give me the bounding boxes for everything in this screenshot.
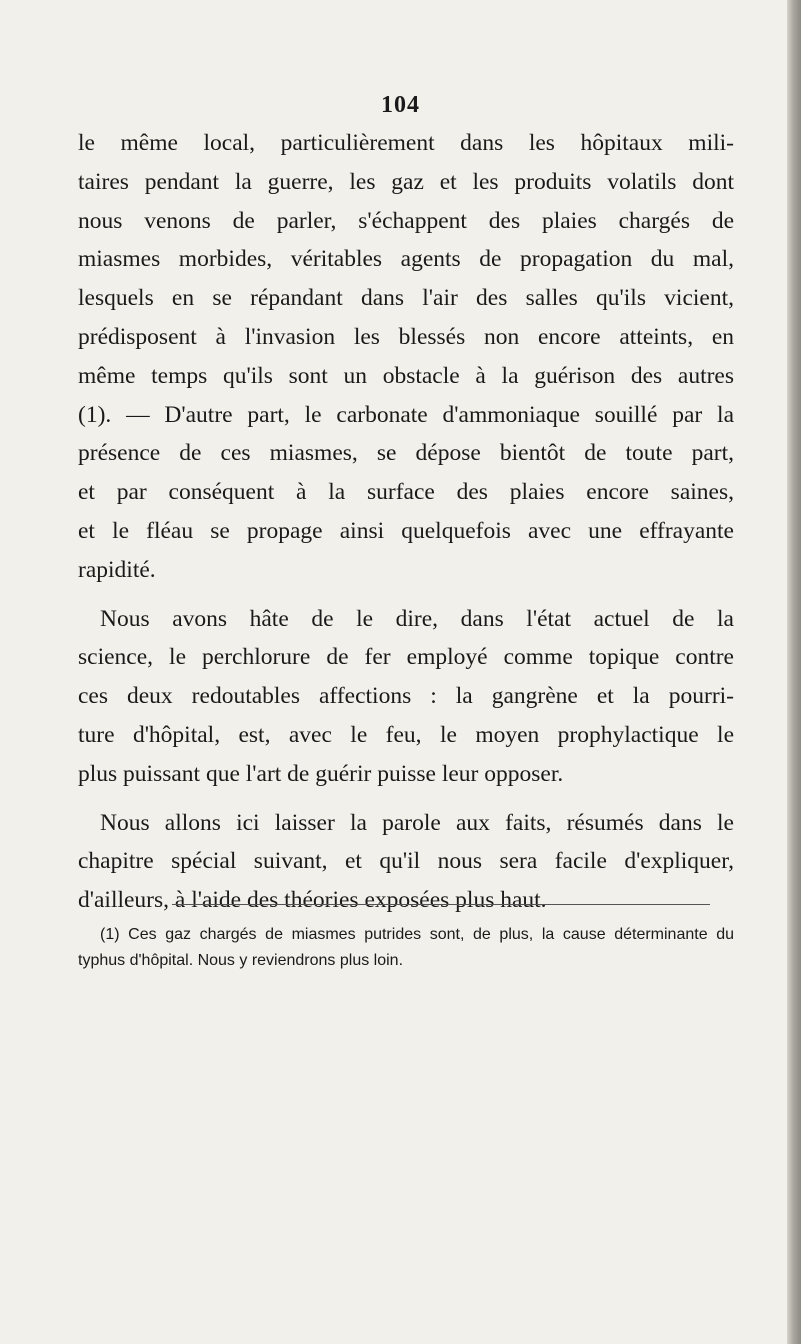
paragraph-2 xyxy=(78,600,734,794)
text-line: présence de ces miasmes, se dépose bientôt de toute part, xyxy=(78,440,734,467)
page-number: 104 xyxy=(381,92,420,118)
text-line: prédisposent à l'invasion les blessés non encore atteints, en xyxy=(78,323,734,350)
text-line: et le fléau se propage ainsi quelquefois avec une effrayante xyxy=(78,517,734,544)
page-edge xyxy=(787,0,801,1344)
text-line: nous venons de parler, s'échappent des plaies chargés de xyxy=(78,207,734,234)
text-line: rapidité. xyxy=(78,556,156,583)
text-line: ture d'hôpital, est, avec le feu, le moyen prophylactique le xyxy=(78,721,734,748)
footnote-divider xyxy=(172,904,710,905)
text-line: miasmes morbides, véritables agents de propagation du mal, xyxy=(78,246,734,273)
text-line: Nous allons ici laisser la parole aux faits, résumés dans le xyxy=(100,809,734,836)
text-line: science, le perchlorure de fer employé comme topique contre xyxy=(78,644,734,671)
footnote-line: typhus d'hôpital. Nous y reviendrons plus loin. xyxy=(78,952,404,969)
paragraph-3 xyxy=(78,804,734,920)
text-line: plus puissant que l'art de guérir puisse leur opposer. xyxy=(78,760,564,787)
text-line: chapitre spécial suivant, et qu'il nous sera facile d'expliquer, xyxy=(78,848,734,875)
text-line: taires pendant la guerre, les gaz et les produits volatils dont xyxy=(78,168,734,195)
text-line: ces deux redoutables affections : la gangrène et la pourri- xyxy=(78,683,734,710)
text-line: Nous avons hâte de le dire, dans l'état actuel de la xyxy=(100,605,734,632)
body-text xyxy=(78,124,734,920)
footnote xyxy=(78,922,734,974)
text-line: lesquels en se répandant dans l'air des salles qu'ils vicient, xyxy=(78,285,734,312)
text-line: et par conséquent à la surface des plaies encore saines, xyxy=(78,479,734,506)
text-line: (1). — D'autre part, le carbonate d'ammoniaque souillé par la xyxy=(78,401,734,428)
text-line: le même local, particulièrement dans les hôpitaux mili- xyxy=(78,130,734,156)
paragraph-1 xyxy=(78,124,734,590)
text-line: même temps qu'ils sont un obstacle à la guérison des autres xyxy=(78,362,734,389)
text-line: d'ailleurs, à l'aide des théories exposées plus haut. xyxy=(78,887,547,914)
footnote-line: (1) Ces gaz chargés de miasmes putrides sont, de plus, la cause déterminante du xyxy=(100,926,734,943)
